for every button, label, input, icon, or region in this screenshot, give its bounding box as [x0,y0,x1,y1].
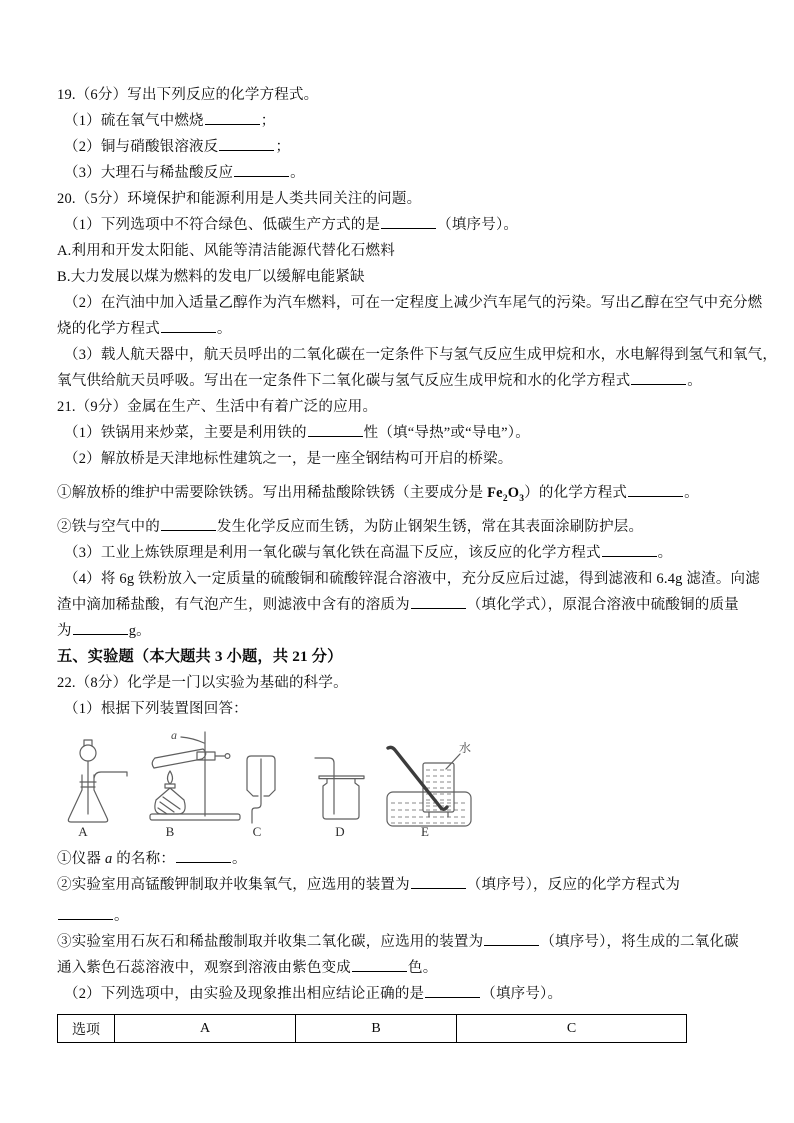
text-segment: 色。 [408,960,438,976]
text-segment: 五、实验题（本大题共 3 小题，共 21 分） [57,648,343,665]
text-segment: 。 [687,373,702,389]
text-segment: ③实验室用石灰石和稀盐酸制取并收集二氧化碳，应选用的装置为 [57,934,484,950]
q21-item-2 [57,446,747,472]
text-segment: 通入紫色石蕊溶液中，观察到溶液由紫色变成 [57,960,351,976]
text-segment: 22.（8分）化学是一门以实验为基础的科学。 [57,675,348,691]
q19-item-2 [57,134,747,160]
apparatus-label-A: A [78,824,88,839]
water-label: 水 [458,741,472,755]
apparatus-b-heating-setup [150,728,240,820]
text-segment: （填化学式），原混合溶液中硫酸铜的质量 [466,597,739,613]
apparatus-annotation-a: a [171,728,177,742]
answer-blank [161,515,216,531]
text-segment: 。 [290,165,305,181]
q19-item-1 [57,108,747,134]
chem-formula-part: O [507,485,520,501]
q21-item-4-line1 [57,566,760,592]
q22-item-2 [57,981,747,1007]
text-segment: 烧的化学方程式 [57,321,160,337]
answer-blank [308,421,363,437]
text-segment: ）的化学方程式 [524,485,628,501]
q21-item-4-line2 [57,592,747,618]
text-segment: 性（填“导热”或“导电”）。 [363,425,530,441]
answer-blank [73,619,128,635]
q21-item-1 [57,420,747,446]
text-segment: （1）硫在氧气中燃烧 [64,113,204,129]
text-segment: 。 [657,545,673,561]
q20-item-1 [57,212,747,238]
q21-item-2-sub2 [57,514,747,540]
text-segment: ①仪器 [57,851,105,867]
q22-sub2-line1 [57,872,747,898]
q19-header [57,82,747,108]
text-segment: 20.（5分）环境保护和能源利用是人类共同关注的问题。 [57,191,422,207]
text-segment: （填序号），将生成的二氧化碳 [540,934,739,950]
text-segment: 的名称： [112,851,176,867]
answer-blank [234,161,289,177]
apparatus-label-B: B [165,824,175,839]
text-segment: （填序号），反应的化学方程式为 [466,877,681,893]
q20-item-2-line1 [57,290,763,316]
chem-subscript: 3 [519,493,525,504]
exam-content [57,82,778,1043]
lines-top [57,82,778,722]
text-segment: 。 [232,851,247,867]
text-segment: 。 [114,908,129,924]
answer-blank [205,109,260,125]
text-segment: ②铁与空气中的 [57,519,160,535]
table-header-a: A [115,1015,296,1043]
q22-sub1 [57,846,747,872]
answer-blank [425,982,480,998]
text-segment: A.利用和开发太阳能、风能等清洁能源代替化石燃料 [57,243,395,259]
q21-item-3 [57,540,747,566]
lines-bottom [57,846,747,1007]
answer-blank [219,135,274,151]
text-segment: （填序号）。 [437,217,519,233]
text-segment: （2）解放桥是天津地标性建筑之一，是一座全钢结构可开启的桥梁。 [64,451,513,467]
answer-blank [631,369,686,385]
text-segment: 。 [216,321,232,337]
answer-blank [381,213,436,229]
table-header-c: C [457,1015,687,1043]
text-segment: 氧气供给航天员呼吸。写出在一定条件下二氧化碳与氢气反应生成甲烷和水的化学方程式 [57,373,631,389]
text-segment: （1）铁锅用来炒菜，主要是利用铁的 [64,425,307,441]
apparatus-label-C: C [252,824,262,839]
answer-blank [176,847,231,863]
q20-option-b [57,264,747,290]
q22-item-1 [57,696,747,722]
apparatus-d-gas-bottle [315,758,364,819]
text-segment: B.大力发展以煤为燃料的发电厂以缓解电能紧缺 [57,269,365,285]
options-table [57,1014,687,1043]
text-segment: ①解放桥的维护中需要除铁锈。写出用稀盐酸除铁锈（主要成分是 [57,485,488,501]
section-5-header [57,644,747,670]
answer-blank [484,930,539,946]
q21-item-4-line3 [57,618,747,644]
answer-blank [58,904,113,920]
answer-blank [628,481,683,497]
text-segment: （3）工业上炼铁原理是利用一氧化碳与氧化铁在高温下反应，该反应的化学方程式 [64,545,601,561]
text-segment: g。 [128,623,151,639]
q20-header [57,186,747,212]
answer-blank [411,873,466,889]
answer-blank [352,956,407,972]
q22-sub3-line2 [57,955,747,981]
text-segment: （3）载人航天器中，航天员呼出的二氧化碳在一定条件下与氢气反应生成甲烷和水，水电解得到氢气和氧气， [64,347,778,363]
q22-sub2-line2 [57,903,747,929]
text-segment: ； [275,139,291,155]
text-segment: 。 [684,485,699,501]
text-segment: （1）根据下列装置图回答： [64,701,248,717]
chem-formula-part: Fe [487,485,503,501]
q22-sub3-line1 [57,929,747,955]
text-segment: 发生化学反应而生锈，为防止钢架生锈，常在其表面涂刷防护层。 [216,519,644,535]
q19-item-3 [57,160,747,186]
apparatus-figure [57,726,747,844]
q22-header [57,670,747,696]
chem-subscript: 2 [502,493,508,504]
text-segment: 渣中滴加稀盐酸，有气泡产生，则滤液中含有的溶质为 [57,597,410,613]
table-header-b: B [296,1015,457,1043]
text-segment: （2）下列选项中，由实验及现象推出相应结论正确的是 [64,986,425,1002]
text-segment: （4）将 6g 铁粉放入一定质量的硫酸铜和硫酸锌混合溶液中，充分反应后过滤，得到滤液和 6.4g 滤渣。向滤 [64,571,760,587]
q20-option-a [57,238,747,264]
apparatus-figure-svg [57,726,737,844]
q21-header [57,394,747,420]
apparatus-label-D: D [335,824,345,839]
text-segment: ； [260,113,276,129]
answer-blank [161,317,216,333]
text-segment: （填序号）。 [481,986,563,1002]
q20-item-3-line2 [57,368,747,394]
text-segment: 19.（6分）写出下列反应的化学方程式。 [57,87,319,103]
q20-item-3-line1 [57,342,778,368]
q20-item-2-line2 [57,316,747,342]
answer-blank [602,541,657,557]
text-segment: （1）下列选项中不符合绿色、低碳生产方式的是 [64,217,381,233]
apparatus-a-flask-funnel [68,740,127,822]
apparatus-e-water-trough [387,740,471,826]
instrument-letter: a [104,851,113,867]
text-segment: 21.（9分）金属在生产、生活中有着广泛的应用。 [57,399,378,415]
text-segment: （2）铜与硝酸银溶液反 [64,139,219,155]
q21-item-2-sub1 [57,480,747,506]
text-segment: 为 [57,623,72,639]
answer-blank [411,593,466,609]
text-segment: ②实验室用高锰酸钾制取并收集氧气，应选用的装置为 [57,877,410,893]
apparatus-label-E: E [421,824,429,839]
table-header-option: 选项 [58,1015,115,1043]
apparatus-c-collection-bottle [247,756,275,823]
options-table-header-row [58,1015,687,1043]
text-segment: （3）大理石与稀盐酸反应 [64,165,234,181]
text-segment: （2）在汽油中加入适量乙醇作为汽车燃料，可在一定程度上减少汽车尾气的污染。写出乙醇在空气中充分燃 [64,295,763,311]
